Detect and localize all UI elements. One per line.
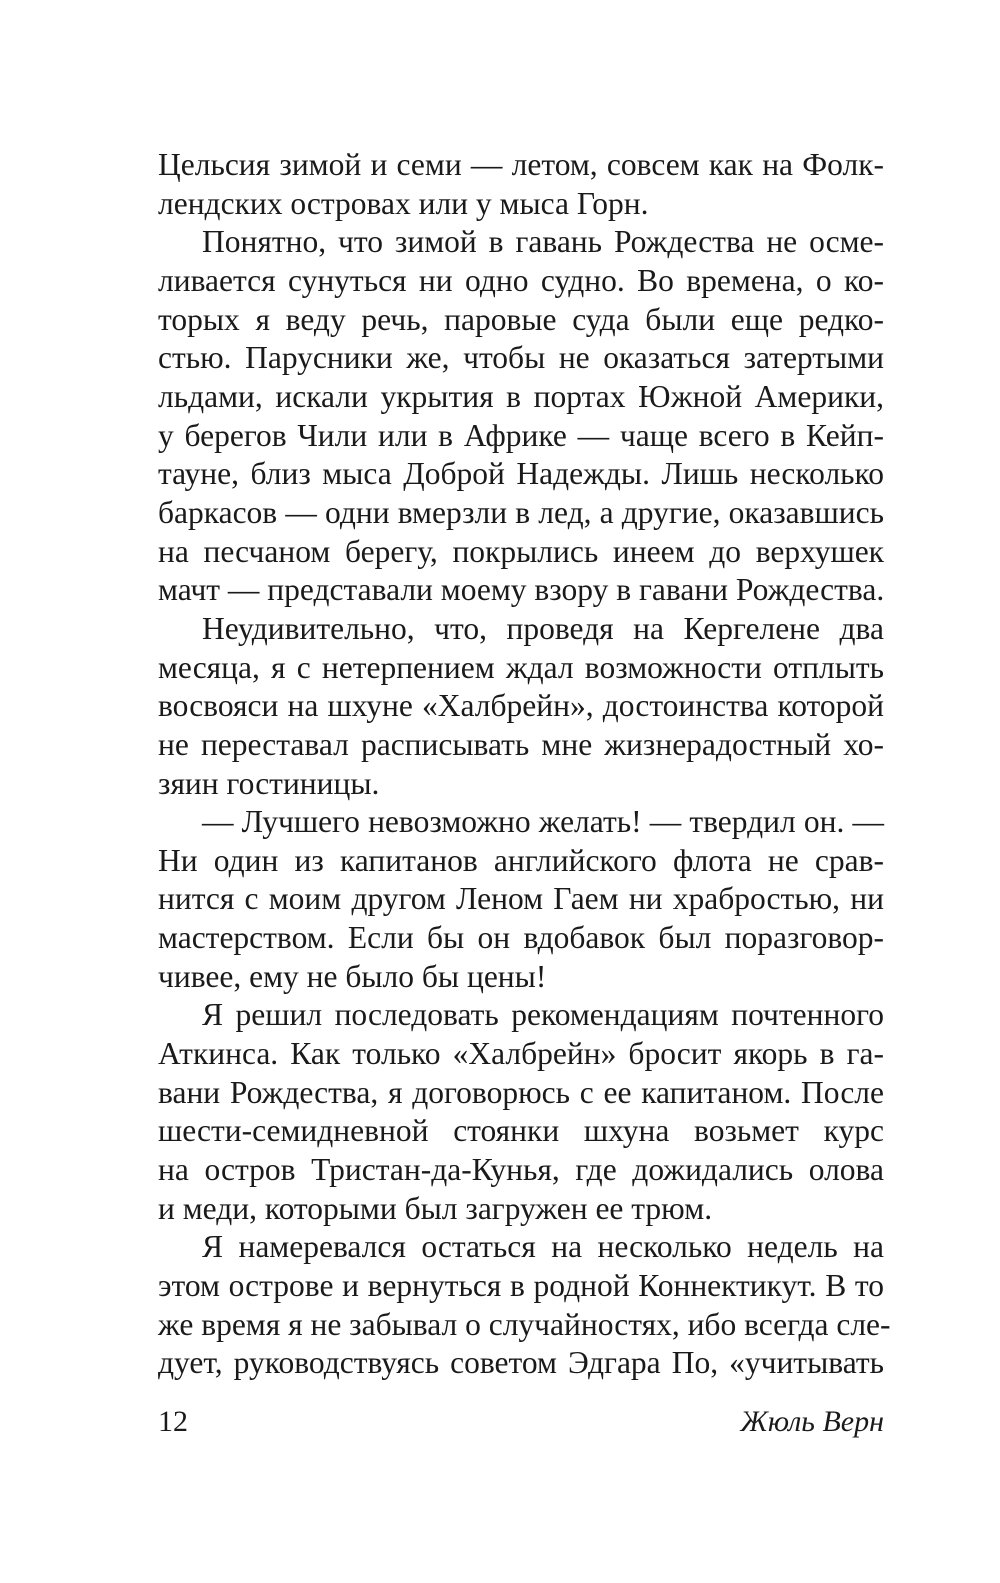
text-line: Понятно, что зимой в гавань Рождества не осме- — [202, 224, 884, 260]
text-line: Я намеревался остаться на несколько недель на — [202, 1229, 884, 1265]
page-footer — [158, 1405, 884, 1445]
body-text — [158, 146, 891, 1383]
text-line: зяин гостиницы. — [158, 765, 380, 801]
text-line: стью. Парусники же, чтобы не оказаться затертыми — [158, 340, 884, 376]
text-line: баркасов — одни вмерзли в лед, а другие, оказавшись — [158, 494, 884, 530]
text-line: торых я веду речь, паровые суда были еще редко- — [158, 301, 884, 337]
text-line: у берегов Чили или в Африке — чаще всего в Кейп- — [158, 417, 884, 453]
text-line: шести-семидневной стоянки шхуна возьмет курс — [158, 1113, 884, 1149]
paragraph — [158, 996, 884, 1228]
text-line: Аткинса. Как только «Халбрейн» бросит якорь в га- — [158, 1036, 884, 1072]
text-line: нится с моим другом Леном Гаем ни храбростью, ни — [158, 881, 884, 917]
text-line: мастерством. Если бы он вдобавок был поразговор- — [158, 920, 884, 956]
text-line: мачт — представали моему взору в гавани Рождества. — [158, 572, 885, 608]
text-line: Ни один из капитанов английского флота не срав- — [158, 842, 884, 878]
text-line: — Лучшего невозможно желать! — твердил он. — — [202, 804, 884, 840]
text-line: и меди, которыми был загружен ее трюм. — [158, 1190, 713, 1226]
text-line: тауне, близ мыса Доброй Надежды. Лишь несколько — [158, 456, 884, 492]
paragraph — [158, 1228, 891, 1383]
text-line: Я решил последовать рекомендациям почтенного — [202, 997, 884, 1033]
text-line: чивее, ему не было бы цены! — [158, 958, 547, 994]
paragraph — [158, 803, 884, 996]
text-line: льдами, искали укрытия в портах Южной Америки, — [158, 378, 884, 414]
paragraph — [158, 146, 884, 223]
text-line: Цельсия зимой и семи — летом, совсем как на Фолк- — [158, 147, 884, 182]
page-number: 12 — [158, 1405, 188, 1438]
text-line: на песчаном берегу, покрылись инеем до верхушек — [158, 533, 884, 569]
text-line: ливается сунуться ни одно судно. Во времена, о ко- — [158, 262, 884, 298]
text-line: же время я не забывал о случайностях, ибо всегда сле- — [158, 1306, 891, 1342]
running-title: Жюль Верн — [740, 1405, 884, 1438]
text-line: на остров Тристан-да-Кунья, где дожидались олова — [158, 1152, 884, 1188]
paragraph — [158, 223, 884, 610]
text-line: не переставал расписывать мне жизнерадостный хо- — [158, 726, 884, 762]
text-line: месяца, я с нетерпением ждал возможности отплыть — [158, 649, 884, 685]
text-line: восвояси на шхуне «Халбрейн», достоинства которой — [158, 688, 884, 724]
text-line: Неудивительно, что, проведя на Кергелене два — [202, 610, 884, 646]
text-line: лендских островах или у мыса Горн. — [158, 185, 649, 221]
text-line: этом острове и вернуться в родной Коннектикут. В то — [158, 1268, 884, 1304]
paragraph — [158, 610, 884, 803]
text-line: дует, руководствуясь советом Эдгара По, «учитывать — [158, 1345, 884, 1381]
text-line: вани Рождества, я договорюсь с ее капитаном. После — [158, 1074, 884, 1110]
